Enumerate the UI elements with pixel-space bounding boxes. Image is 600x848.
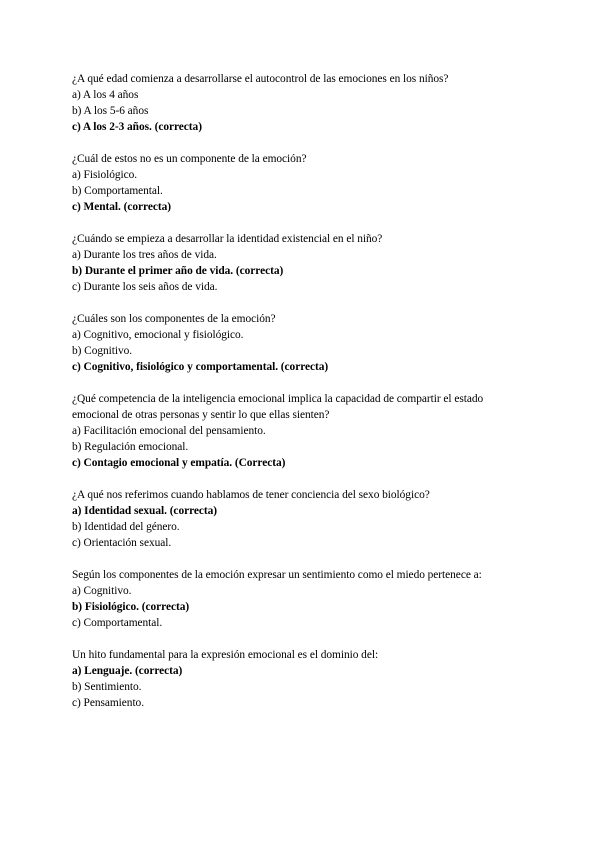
answer-option-a: a) Durante los tres años de vida. [72, 249, 217, 261]
question-block-8 [72, 647, 532, 711]
question-text: ¿A qué edad comienza a desarrollarse el autocontrol de las emociones en los niños? [72, 73, 449, 85]
answer-option-a: a) Facilitación emocional del pensamiento. [72, 425, 266, 437]
answer-option-b: b) A los 5-6 años [72, 105, 149, 117]
question-block-2 [72, 151, 532, 215]
answer-option-c-correct: c) Cognitivo, fisiológico y comportamental. (correcta) [72, 361, 329, 373]
answer-option-a: a) Fisiológico. [72, 169, 138, 181]
question-text: ¿Cuáles son los componentes de la emoción? [72, 313, 276, 325]
question-block-4 [72, 311, 532, 375]
answer-option-b-correct: b) Durante el primer año de vida. (correcta) [72, 265, 284, 277]
question-text: ¿Cuándo se empieza a desarrollar la identidad existencial en el niño? [72, 233, 383, 245]
question-text: Un hito fundamental para la expresión emocional es el dominio del: [72, 649, 379, 661]
answer-option-b: b) Regulación emocional. [72, 441, 189, 453]
answer-option-c: c) Pensamiento. [72, 697, 145, 709]
answer-option-b-correct: b) Fisiológico. (correcta) [72, 601, 190, 613]
answer-option-a: a) Cognitivo, emocional y fisiológico. [72, 329, 244, 341]
question-text: Según los componentes de la emoción expresar un sentimiento como el miedo pertenece a: [72, 569, 482, 581]
answer-option-a-correct: a) Identidad sexual. (correcta) [72, 505, 218, 517]
answer-option-b: b) Sentimiento. [72, 681, 142, 693]
question-text: ¿A qué nos referimos cuando hablamos de tener conciencia del sexo biológico? [72, 489, 430, 501]
question-block-6 [72, 487, 532, 551]
question-text: ¿Cuál de estos no es un componente de la emoción? [72, 153, 307, 165]
question-block-5 [72, 391, 532, 471]
question-text: ¿Qué competencia de la inteligencia emocional implica la capacidad de compartir el estado emocional de otras personas y sentir lo que ellas sienten? [72, 393, 484, 421]
question-block-7 [72, 567, 532, 631]
answer-option-a: a) Cognitivo. [72, 585, 132, 597]
answer-option-c-correct: c) Mental. (correcta) [72, 201, 171, 213]
question-block-3 [72, 231, 532, 295]
answer-option-c-correct: c) A los 2-3 años. (correcta) [72, 121, 202, 133]
question-block-1 [72, 71, 532, 135]
answer-option-c: c) Comportamental. [72, 617, 163, 629]
answer-option-a-correct: a) Lenguaje. (correcta) [72, 665, 183, 677]
answer-option-c: c) Durante los seis años de vida. [72, 281, 218, 293]
answer-option-b: b) Comportamental. [72, 185, 163, 197]
answer-option-b: b) Cognitivo. [72, 345, 133, 357]
document-page [72, 71, 532, 727]
answer-option-c-correct: c) Contagio emocional y empatía. (Correcta) [72, 457, 286, 469]
answer-option-b: b) Identidad del género. [72, 521, 180, 533]
answer-option-a: a) A los 4 años [72, 89, 139, 101]
answer-option-c: c) Orientación sexual. [72, 537, 172, 549]
